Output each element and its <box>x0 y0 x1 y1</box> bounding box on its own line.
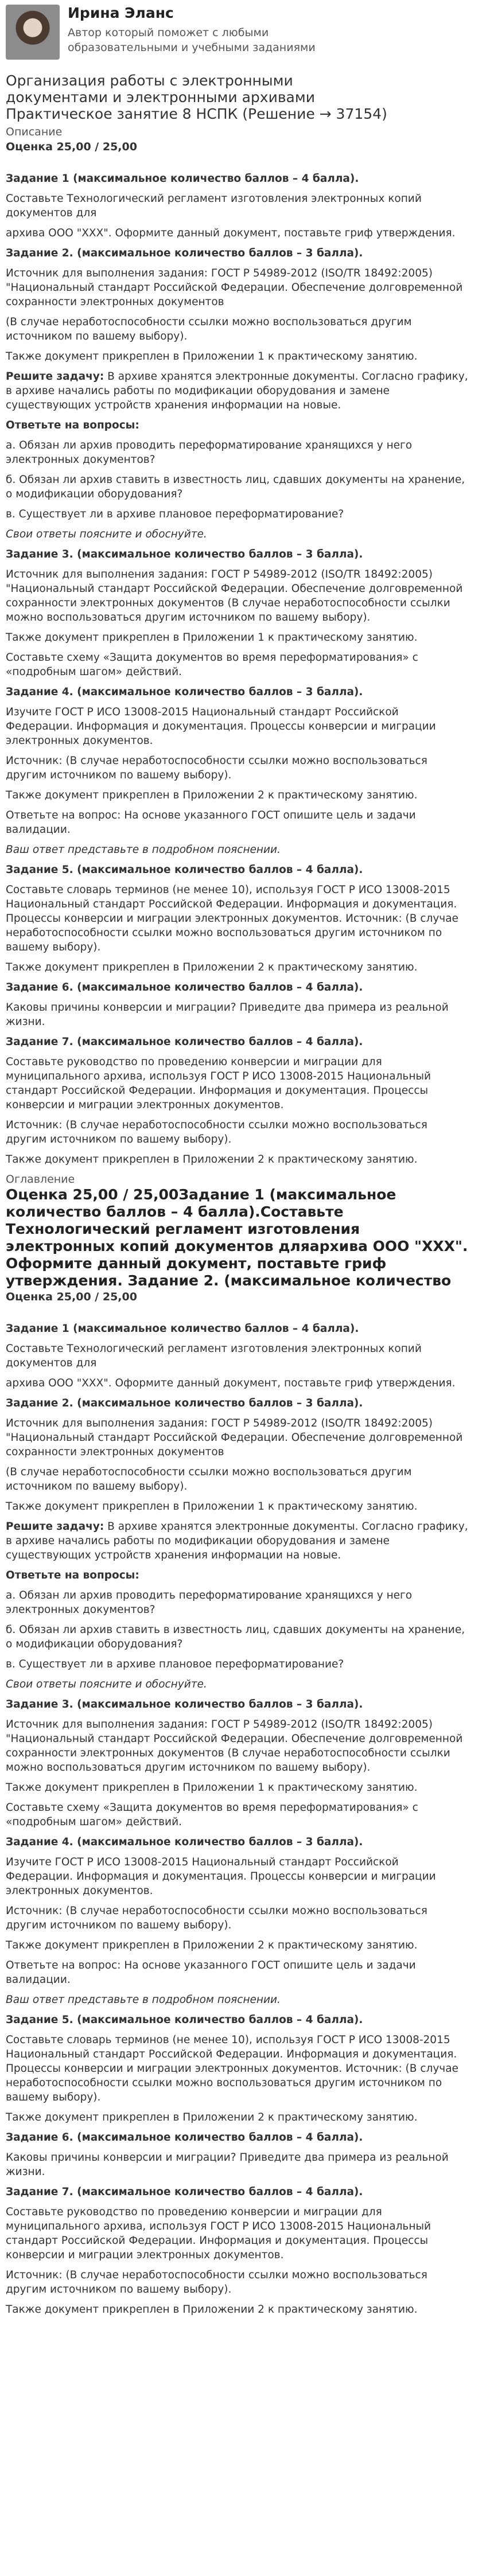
task-repeat-paragraph: Составьте схему «Защита документов во время переформатирования» с «подробным шагом» действий. <box>6 1802 418 1828</box>
task-repeat-paragraph: Задание 1 (максимальное количество баллов – 4 балла). <box>6 1323 359 1335</box>
author-description: Автор который поможет с любыми образовательными и учебными заданиями <box>68 26 316 54</box>
task-repeat-paragraph: (В случае неработоспособности ссылки можно воспользоваться другим источником по вашему выбору). <box>6 1466 412 1492</box>
author-card[interactable] <box>6 0 469 64</box>
lead-in: Решите задачу: <box>6 1521 104 1533</box>
description-label: Описание <box>6 126 63 138</box>
toc-label: Оглавление <box>6 1173 75 1186</box>
task-paragraph: Задание 4. (максимальное количество баллов – 3 балла). <box>6 686 363 698</box>
score-repeat: Оценка 25,00 / 25,00 <box>6 1291 137 1303</box>
task-paragraph: Задание 1 (максимальное количество баллов – 4 балла). <box>6 173 359 185</box>
task-repeat-paragraph: Задание 6. (максимальное количество баллов – 4 балла). <box>6 2131 363 2144</box>
task-paragraph: Также документ прикреплен в Приложении 1 к практическому занятию. <box>6 632 418 644</box>
task-repeat-paragraph: архива ООО "XXX". Оформите данный документ, поставьте гриф утверждения. <box>6 1377 456 1389</box>
task-paragraph: Ваш ответ представьте в подробном пояснении. <box>6 844 281 856</box>
task-paragraph: Составьте схему «Защита документов во время переформатирования» с «подробным шагом» действий. <box>6 652 418 678</box>
task-paragraph: Задание 6. (максимальное количество баллов – 4 балла). <box>6 981 363 993</box>
page-title: Организация работы с электронными документами и электронными архивами Практическое занятие 8 НСПК (Решение → 37154) <box>6 72 387 122</box>
task-repeat-paragraph: а. Обязан ли архив проводить переформатирование хранящихся у него электронных документов? <box>6 1589 413 1616</box>
task-paragraph: Свои ответы поясните и обоснуйте. <box>6 528 207 540</box>
task-repeat-paragraph: в. Существует ли в архиве плановое переформатирование? <box>6 1658 344 1670</box>
task-repeat-paragraph: Изучите ГОСТ Р ИСО 13008-2015 Национальный стандарт Российской Федерации. Информация и документация. Процессы конверсии и миграции электронных документов. <box>6 1856 436 1897</box>
task-body <box>6 172 469 1167</box>
task-repeat-paragraph: Источник: (В случае неработоспособности ссылки можно воспользоваться другим источником по вашему выбору). <box>6 2269 427 2296</box>
task-repeat-paragraph: Задание 2. (максимальное количество баллов – 3 балла). <box>6 1397 363 1409</box>
score: Оценка 25,00 / 25,00 <box>6 141 137 153</box>
task-repeat-paragraph: Решите задачу: В архиве хранятся электронные документы. Согласно графику, в архиве начались работы по модификации оборудования и замене существующих устройств хранения информации на новые. <box>6 1521 468 1561</box>
task-repeat-paragraph: Также документ прикреплен в Приложении 2 к практическому занятию. <box>6 2111 418 2123</box>
task-paragraph: б. Обязан ли архив ставить в известность лиц, сдавших документы на хранение, о модификации оборудования? <box>6 474 465 500</box>
task-paragraph: Задание 5. (максимальное количество баллов – 4 балла). <box>6 864 363 876</box>
task-paragraph: Ответьте на вопрос: На основе указанного ГОСТ опишите цель и задачи валидации. <box>6 809 416 836</box>
task-paragraph: Также документ прикреплен в Приложении 2 к практическому занятию. <box>6 961 418 973</box>
task-repeat-paragraph: б. Обязан ли архив ставить в известность лиц, сдавших документы на хранение, о модификации оборудования? <box>6 1624 465 1650</box>
task-paragraph: а. Обязан ли архив проводить переформатирование хранящихся у него электронных документов? <box>6 439 413 466</box>
task-paragraph: архива ООО "XXX". Оформите данный документ, поставьте гриф утверждения. <box>6 227 456 239</box>
task-paragraph: Решите задачу: В архиве хранятся электронные документы. Согласно графику, в архиве начались работы по модификации оборудования и замене существующих устройств хранения информации на новые. <box>6 371 468 411</box>
task-paragraph: Задание 3. (максимальное количество баллов – 3 балла). <box>6 548 363 560</box>
task-repeat-paragraph: Ответьте на вопрос: На основе указанного ГОСТ опишите цель и задачи валидации. <box>6 1959 416 1986</box>
task-paragraph: Задание 7. (максимальное количество баллов – 4 балла). <box>6 1036 363 1048</box>
task-paragraph: Также документ прикреплен в Приложении 2 к практическому занятию. <box>6 789 418 801</box>
task-repeat-paragraph: Также документ прикреплен в Приложении 1 к практическому занятию. <box>6 1501 418 1513</box>
task-paragraph: Составьте Технологический регламент изготовления электронных копий документов для <box>6 193 422 219</box>
task-paragraph: Также документ прикреплен в Приложении 2 к практическому занятию. <box>6 1153 418 1166</box>
task-paragraph: Источник: (В случае неработоспособности ссылки можно воспользоваться другим источником по вашему выбору). <box>6 1119 427 1145</box>
task-repeat-paragraph: Источник для выполнения задания: ГОСТ Р 54989-2012 (ISO/TR 18492:2005) "Национальный стандарт Российской Федерации. Обеспечение долговременной сохранности электронных документов <box>6 1417 463 1458</box>
task-repeat-paragraph: Источник для выполнения задания: ГОСТ Р 54989-2012 (ISO/TR 18492:2005) "Национальный стандарт Российской Федерации. Обеспечение долговременной сохранности электронных документов (В случае неработоспособности ссылки можно воспользоваться другим источником по вашему выбору). <box>6 1718 463 1774</box>
task-repeat-paragraph: Задание 7. (максимальное количество баллов – 4 балла). <box>6 2186 363 2198</box>
task-repeat-paragraph: Составьте Технологический регламент изготовления электронных копий документов для <box>6 1343 422 1369</box>
task-paragraph: в. Существует ли в архиве плановое переформатирование? <box>6 508 344 520</box>
task-repeat-paragraph: Задание 5. (максимальное количество баллов – 4 балла). <box>6 2014 363 2026</box>
task-repeat-paragraph: Задание 3. (максимальное количество баллов – 3 балла). <box>6 1698 363 1710</box>
task-paragraph: Составьте словарь терминов (не менее 10), используя ГОСТ Р ИСО 13008-2015 Национальный стандарт Российской Федерации. Информация и документация. Процессы конверсии и миграции электронных документов. Источник: (В случае неработоспособности ссылки можно воспользоваться другим источником по вашему выбору). <box>6 884 458 953</box>
task-paragraph: Источник для выполнения задания: ГОСТ Р 54989-2012 (ISO/TR 18492:2005) "Национальный стандарт Российской Федерации. Обеспечение долговременной сохранности электронных документов <box>6 267 463 308</box>
task-repeat-paragraph: Источник: (В случае неработоспособности ссылки можно воспользоваться другим источником по вашему выбору). <box>6 1905 427 1931</box>
task-paragraph: Источник: (В случае неработоспособности ссылки можно воспользоваться другим источником по вашему выбору). <box>6 755 427 781</box>
author-avatar[interactable] <box>6 5 60 60</box>
task-repeat-paragraph: Составьте словарь терминов (не менее 10), используя ГОСТ Р ИСО 13008-2015 Национальный стандарт Российской Федерации. Информация и документация. Процессы конверсии и миграции электронных документов. Источник: (В случае неработоспособности ссылки можно воспользоваться другим источником по вашему выбору). <box>6 2034 458 2103</box>
task-repeat-paragraph: Каковы причины конверсии и миграции? Приведите два примера из реальной жизни. <box>6 2152 449 2178</box>
task-paragraph: Также документ прикреплен в Приложении 1 к практическому занятию. <box>6 350 418 363</box>
task-paragraph: Источник для выполнения задания: ГОСТ Р 54989-2012 (ISO/TR 18492:2005) "Национальный стандарт Российской Федерации. Обеспечение долговременной сохранности электронных документов (В случае неработоспособности ссылки можно воспользоваться другим источником по вашему выбору). <box>6 568 463 623</box>
task-paragraph: Каковы причины конверсии и миграции? Приведите два примера из реальной жизни. <box>6 1001 449 1028</box>
task-repeat-paragraph: Также документ прикреплен в Приложении 2 к практическому занятию. <box>6 2304 418 2316</box>
lead-in: Решите задачу: <box>6 371 104 383</box>
author-name[interactable]: Ирина Эланс <box>68 5 174 21</box>
task-paragraph: Ответьте на вопросы: <box>6 419 139 431</box>
task-repeat-paragraph: Составьте руководство по проведению конверсии и миграции для муниципального архива, используя ГОСТ Р ИСО 13008-2015 Национальный стандарт Российской Федерации. Информация и документация. Процессы конверсии и миграции электронных документов. <box>6 2206 431 2261</box>
task-body-repeat <box>6 1322 469 2317</box>
task-repeat-paragraph: Свои ответы поясните и обоснуйте. <box>6 1678 207 1690</box>
task-paragraph: (В случае неработоспособности ссылки можно воспользоваться другим источником по вашему выбору). <box>6 316 412 342</box>
task-repeat-paragraph: Ваш ответ представьте в подробном пояснении. <box>6 1994 281 2006</box>
task-repeat-paragraph: Также документ прикреплен в Приложении 1 к практическому занятию. <box>6 1782 418 1794</box>
toc-text: Оценка 25,00 / 25,00Задание 1 (максимальное количество баллов – 4 балла).Составьте Технологический регламент изготовления электронных копий документов дляархива ООО "XXX". Оформите данный документ, поставьте гриф утверждения. Задание 2. (максимальное количество <box>6 1186 468 1289</box>
task-repeat-paragraph: Задание 4. (максимальное количество баллов – 3 балла). <box>6 1836 363 1848</box>
author-info <box>68 5 366 55</box>
task-paragraph: Задание 2. (максимальное количество баллов – 3 балла). <box>6 247 363 259</box>
task-paragraph: Составьте руководство по проведению конверсии и миграции для муниципального архива, используя ГОСТ Р ИСО 13008-2015 Национальный стандарт Российской Федерации. Информация и документация. Процессы конверсии и миграции электронных документов. <box>6 1056 431 1111</box>
task-repeat-paragraph: Также документ прикреплен в Приложении 2 к практическому занятию. <box>6 1939 418 1951</box>
task-paragraph: Изучите ГОСТ Р ИСО 13008-2015 Национальный стандарт Российской Федерации. Информация и документация. Процессы конверсии и миграции электронных документов. <box>6 706 436 747</box>
task-repeat-paragraph: Ответьте на вопросы: <box>6 1569 139 1581</box>
